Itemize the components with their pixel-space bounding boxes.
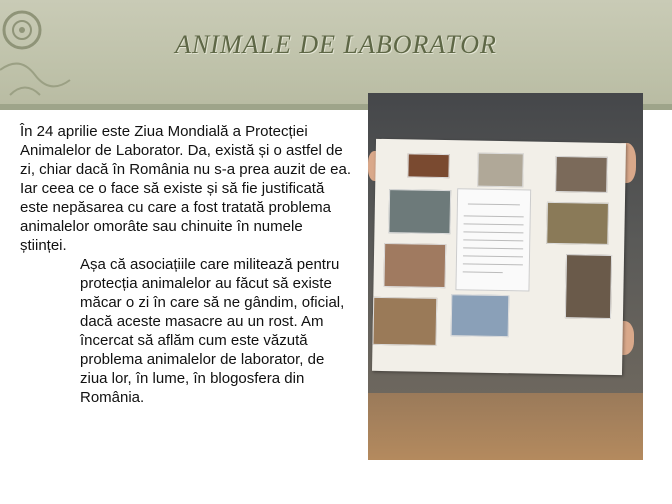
poster-image — [407, 153, 449, 178]
poster-image — [546, 202, 609, 245]
poster-photo — [368, 93, 643, 460]
paragraph-2: Așa că asociațiile care militează pentru protecția animalelor au făcut să existe măcar o zi în care să ne gândim, oficial, dacă aceste masacre au un rost. Am încercat să aflăm cum este văzută problema animalelor de laborator, de ziua lor, în lume, în blogosfera din România. — [80, 256, 345, 406]
text-line — [463, 271, 503, 273]
text-line — [463, 239, 523, 241]
slide-title: ANIMALE DE LABORATOR — [175, 30, 497, 59]
text-line — [463, 263, 523, 265]
poster-text-sheet — [455, 188, 531, 291]
paragraph-1: În 24 aprilie este Ziua Mondială a Protecției Animalelor de Laborator. Da, există și o astfel de zi, chiar dacă în România nu s-a prea auzit de ea. Iar ceea ce o face să existe și să fie justificată este nepăsarea cu care a fost tratată problema animalelor omorâte sau chinuite în numele științei. — [20, 123, 352, 254]
poster-image — [383, 243, 446, 288]
text-line — [468, 203, 520, 205]
poster-image — [388, 189, 451, 234]
slide-body — [20, 122, 352, 407]
text-line — [463, 231, 523, 233]
poster-board — [372, 139, 626, 375]
poster-image — [565, 254, 612, 319]
text-line — [463, 247, 523, 249]
text-line — [464, 223, 524, 225]
text-line — [464, 215, 524, 217]
poster-image — [372, 297, 437, 346]
poster-image — [477, 153, 524, 188]
text-line — [463, 255, 523, 257]
photo-floor — [368, 393, 643, 460]
poster-image — [555, 156, 608, 193]
poster-image — [451, 294, 510, 337]
